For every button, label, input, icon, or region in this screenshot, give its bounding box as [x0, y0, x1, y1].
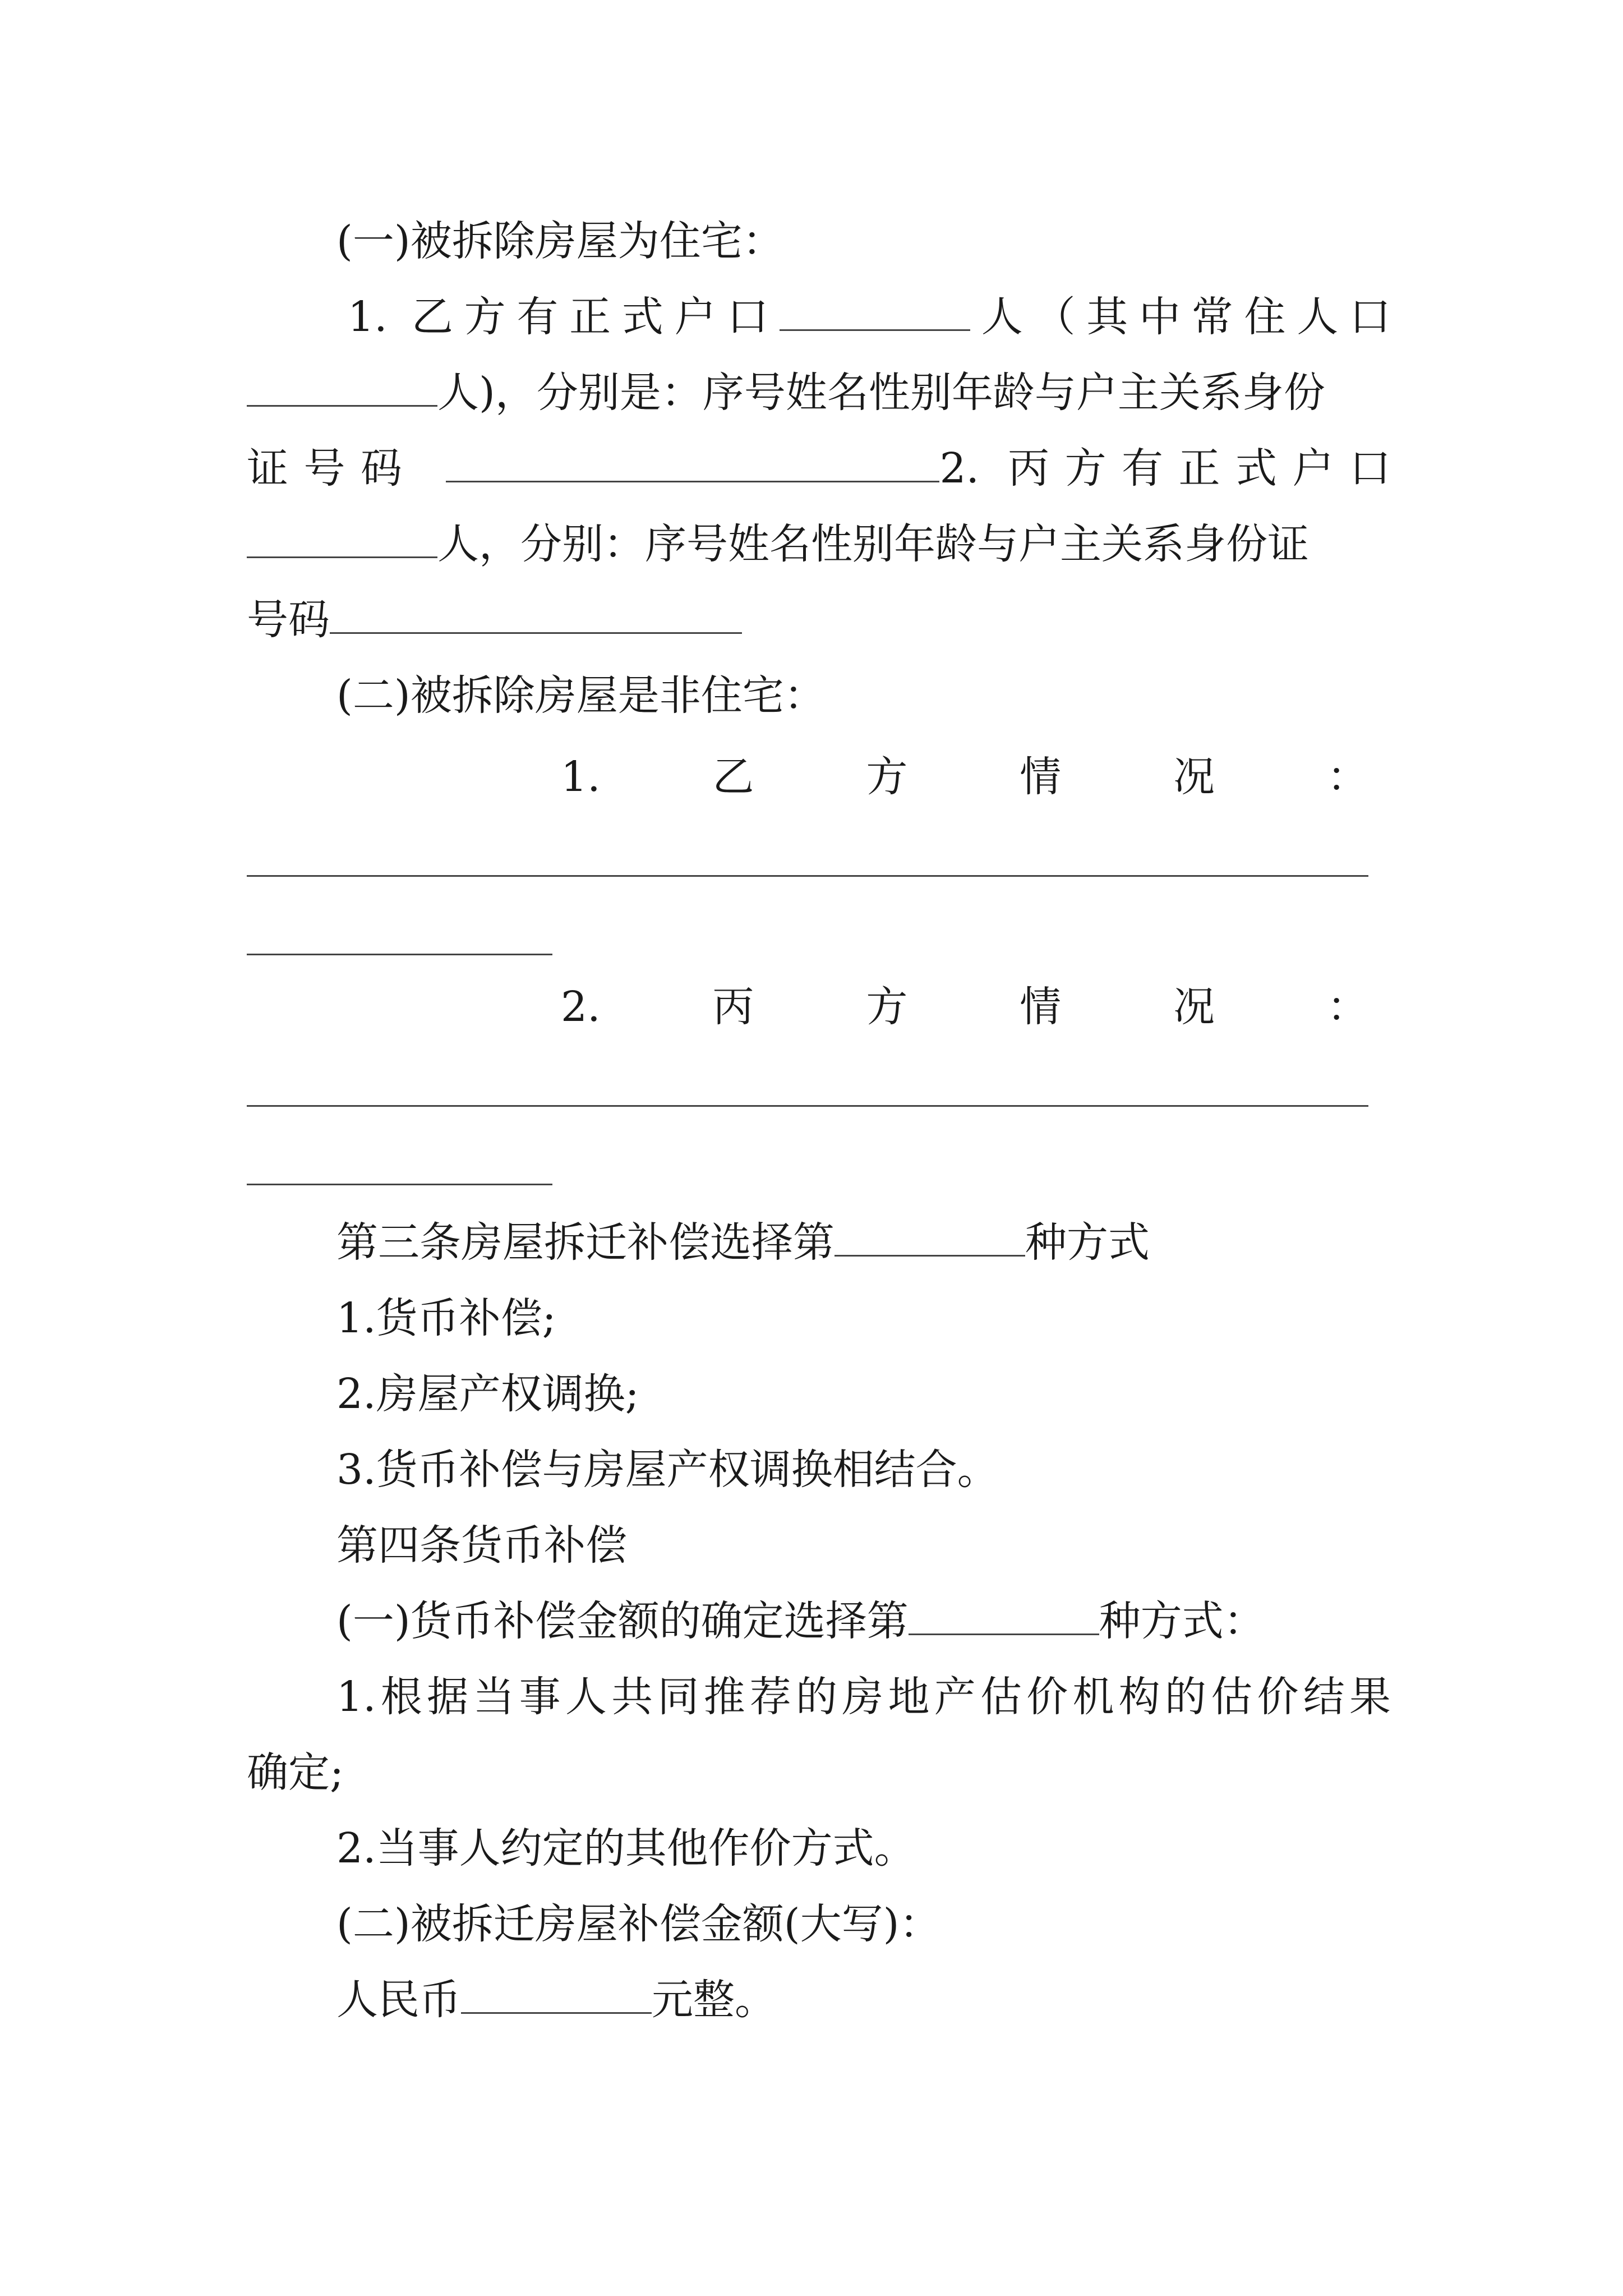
blank-field-yi-situation-line2[interactable] [247, 954, 552, 955]
blank-field-compensation-method[interactable] [834, 1216, 1025, 1257]
list-item: 1.根据当事人共同推荐的房地产估价机构的估价结果 [336, 1673, 1391, 1721]
blank-field-bing-household[interactable] [247, 517, 437, 558]
paragraph-line: 人)，分别是：序号姓名性别年龄与户主关系身份 [247, 362, 1391, 424]
section-heading-nonresidential: (二)被拆除房屋是非住宅： [336, 671, 826, 720]
list-item: 2.当事人约定的其他作价方式。 [336, 1824, 916, 1872]
article-3-heading: 第三条房屋拆迁补偿选择第 种方式 [336, 1212, 1391, 1273]
blank-field-bing-situation-line2[interactable] [247, 1184, 552, 1185]
list-item: 3.货币补偿与房屋产权调换相结合。 [336, 1446, 999, 1494]
blank-field-bing-situation-line1[interactable] [247, 1105, 1368, 1107]
blank-field-valuation-method[interactable] [909, 1594, 1099, 1635]
paragraph-line: 号码 [247, 589, 1391, 651]
blank-field-yi-id-number[interactable] [446, 441, 939, 482]
article-4-heading: 第四条货币补偿 [336, 1521, 627, 1570]
blank-field-bing-id-number[interactable] [330, 593, 742, 634]
paragraph-line: 证号码 2. 丙方有正式户口 [247, 438, 1391, 499]
yi-situation-label: 1. 乙 方 情 况 ： [561, 753, 1368, 801]
blank-field-yi-resident[interactable] [247, 366, 437, 407]
paragraph-line: (二)被拆迁房屋补偿金额(大写)： [336, 1900, 941, 1948]
paragraph-line: 1. 乙方有正式户口 人（其中常住人口 [348, 286, 1391, 348]
list-item-continuation: 确定; [247, 1749, 344, 1797]
section-heading-residential: (一)被拆除房屋为住宅： [336, 217, 784, 265]
paragraph-line: (一)货币补偿金额的确定选择第 种方式： [336, 1590, 1391, 1652]
bing-situation-label: 2. 丙 方 情 况 ： [561, 983, 1368, 1031]
list-item: 2.房屋产权调换; [336, 1370, 639, 1418]
blank-field-compensation-amount[interactable] [461, 1973, 652, 2014]
list-item: 1.货币补偿; [336, 1294, 556, 1342]
paragraph-line: 人民币 元整。 [336, 1969, 1391, 2031]
blank-field-yi-household[interactable] [780, 290, 970, 331]
paragraph-line: 人，分别：序号姓名性别年龄与户主关系身份证 [247, 513, 1391, 575]
blank-field-yi-situation-line1[interactable] [247, 875, 1368, 877]
